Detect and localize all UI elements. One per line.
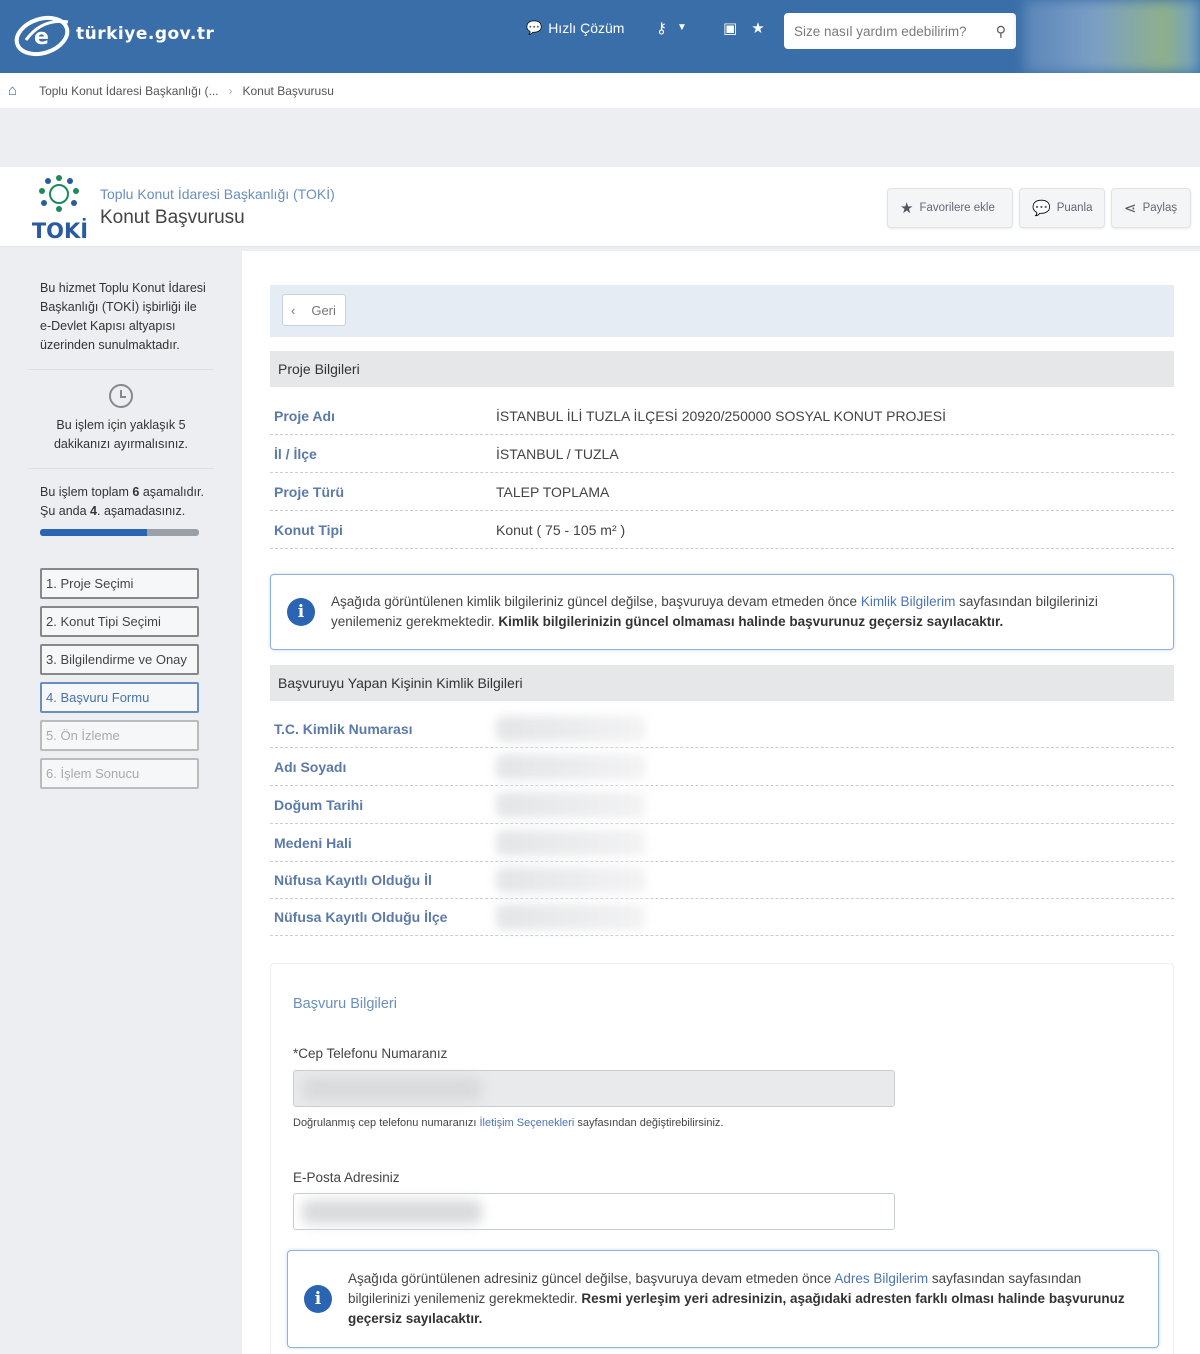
step-4[interactable]: 4. Başvuru Formu: [40, 682, 199, 713]
identity-row: [270, 786, 1174, 824]
hizli-cozum-button[interactable]: [526, 20, 624, 36]
back-label: Geri: [311, 302, 336, 318]
search-icon[interactable]: ⚲: [995, 22, 1006, 39]
share-label: Paylaş: [1142, 202, 1178, 214]
identity-row: [270, 861, 1174, 899]
form-heading: Başvuru Bilgileri: [293, 996, 397, 1012]
email-field[interactable]: [293, 1193, 895, 1230]
step-1[interactable]: 1. Proje Seçimi: [40, 568, 199, 599]
identity-key: Nüfusa Kayıtlı Olduğu İl: [274, 871, 432, 888]
chevron-left-icon: ‹: [291, 302, 296, 318]
step-2[interactable]: 2. Konut Tipi Seçimi: [40, 606, 199, 637]
email-label: E-Posta Adresiniz: [293, 1170, 400, 1185]
project-value: İSTANBUL / TUZLA: [496, 445, 619, 462]
svg-text:e: e: [34, 25, 49, 50]
page-title: Konut Başvurusu: [100, 207, 245, 228]
rate-label: Puanla: [1056, 202, 1093, 214]
header-tools: [723, 19, 765, 37]
redacted-value: [302, 1200, 482, 1224]
add-favorite-button[interactable]: [887, 188, 1013, 228]
info-icon: i: [304, 1285, 332, 1313]
share-icon: ⋖: [1124, 200, 1137, 217]
identity-key: Medeni Hali: [274, 834, 352, 851]
identity-key: Doğum Tarihi: [274, 796, 364, 813]
logo-text: türkiye.gov.tr: [76, 24, 215, 44]
contact-options-link[interactable]: İletişim Seçenekleri: [479, 1117, 575, 1129]
id-card-icon[interactable]: ▣: [723, 20, 738, 37]
identity-info-link[interactable]: Kimlik Bilgilerim: [860, 594, 956, 609]
divider: [28, 468, 214, 469]
project-row-type: [270, 473, 1174, 511]
redacted-value: [496, 830, 646, 856]
phone-field: [293, 1070, 895, 1107]
identity-row: [270, 898, 1174, 936]
phone-label: *Cep Telefonu Numaranız: [293, 1046, 448, 1061]
institution-name[interactable]: Toplu Konut İdaresi Başkanlığı (TOKİ): [100, 186, 335, 202]
breadcrumb-item-institution[interactable]: Toplu Konut İdaresi Başkanlığı (...: [39, 83, 219, 98]
duration-info: Bu işlem için yaklaşık 5 dakikanızı ayırmalısınız.: [53, 418, 189, 451]
project-section-title: Proje Bilgileri: [270, 351, 1174, 387]
clock-icon: [109, 384, 133, 408]
redacted-value: [302, 1077, 482, 1101]
project-value: Konut ( 75 - 105 m² ): [496, 521, 626, 538]
address-alert-text: Aşağıda görüntülenen adresiniz güncel değilse, başvuruya devam etmeden önce Adres Bilgilerim sayfasından sayfasından bilgilerinizi yenilemeniz gerekmektedir. Resmi yerleşim yeri adresinizin, aşağıdaki adresten farklı olması halinde başvurunuz geçersiz sayılacaktır.: [348, 1271, 1125, 1326]
search-box: [784, 13, 1016, 49]
key-icon: ⚷: [656, 20, 667, 37]
redacted-value: [496, 716, 646, 742]
back-button[interactable]: [282, 294, 346, 326]
step-5: 5. Ön İzleme: [40, 720, 199, 751]
service-info-panel: [28, 279, 214, 789]
page-header: [0, 167, 1200, 247]
identity-row: [270, 824, 1174, 862]
step-list: [40, 568, 214, 789]
identity-key: T.C. Kimlik Numarası: [274, 720, 413, 737]
redacted-value: [496, 792, 646, 818]
comment-icon: 💬: [1032, 200, 1051, 217]
project-key: Proje Adı: [274, 407, 335, 424]
identity-alert-text: Aşağıda görüntülenen kimlik bilgileriniz güncel değilse, başvuruya devam etmeden önce Kimlik Bilgilerim sayfasından bilgilerinizi yenilemeniz gerekmektedir. Kimlik bilgilerinizin güncel olmaması halinde başvurunuz geçersiz sayılacaktır.: [331, 594, 1098, 629]
turkiye-gov-logo[interactable]: [12, 10, 222, 60]
sidebar: [0, 251, 238, 1354]
redacted-value: [496, 904, 646, 930]
logo-swirl-icon: [12, 10, 76, 60]
project-row-name: [270, 397, 1174, 435]
stage-progress-bar: [40, 529, 199, 536]
step-3[interactable]: 3. Bilgilendirme ve Onay: [40, 644, 199, 675]
project-row-city: [270, 435, 1174, 473]
breadcrumb: [0, 73, 1200, 108]
service-provider-info: Bu hizmet Toplu Konut İdaresi Başkanlığı (TOKİ) işbirliği ile e-Devlet Kapısı altyapısı üzerinden sunulmaktadır.: [40, 281, 206, 352]
back-bar: [270, 285, 1174, 337]
redacted-value: [496, 867, 646, 893]
user-account-area[interactable]: [1024, 0, 1200, 73]
toki-logo: [28, 175, 92, 243]
rate-button[interactable]: [1019, 188, 1105, 228]
share-button[interactable]: [1111, 188, 1191, 228]
top-header: [0, 0, 1200, 73]
star-icon[interactable]: ★: [751, 20, 765, 37]
identity-section-title: Başvuruyu Yapan Kişinin Kimlik Bilgileri: [270, 665, 1174, 701]
main-content: [242, 251, 1200, 1354]
stage-info: Bu işlem toplam 6 aşamalıdır. Şu anda 4. aşamadasınız.: [40, 485, 204, 518]
breadcrumb-item-current: Konut Başvurusu: [242, 83, 334, 98]
project-value: İSTANBUL İLİ TUZLA İLÇESİ 20920/250000 SOSYAL KONUT PROJESİ: [496, 407, 947, 424]
caret-down-icon: ▼: [677, 22, 687, 33]
stage-progress-fill: [40, 529, 147, 536]
step-6: 6. İşlem Sonucu: [40, 758, 199, 789]
identity-row: [270, 710, 1174, 748]
divider: [28, 369, 214, 370]
phone-help-text: Doğrulanmış cep telefonu numaranızı İletişim Seçenekleri sayfasından değiştirebilirsiniz.: [293, 1117, 724, 1129]
project-value: TALEP TOPLAMA: [496, 483, 610, 500]
toki-emblem-icon: [36, 175, 82, 213]
address-alert: [287, 1250, 1159, 1348]
identity-row: [270, 748, 1174, 786]
address-info-link[interactable]: Adres Bilgilerim: [834, 1271, 929, 1286]
add-favorite-label: Favorilere ekle: [919, 202, 995, 214]
breadcrumb-separator: ›: [228, 83, 233, 98]
hizli-cozum-label: Hızlı Çözüm: [548, 20, 625, 36]
identity-key: Adı Soyadı: [274, 758, 347, 775]
project-key: Proje Türü: [274, 483, 345, 500]
toki-logo-word: TOKİ: [31, 219, 89, 243]
login-dropdown[interactable]: [656, 19, 687, 37]
identity-key: Nüfusa Kayıtlı Olduğu İlçe: [274, 908, 448, 925]
info-icon: i: [287, 598, 315, 626]
chat-bubbles-icon: 💬: [526, 20, 543, 35]
identity-alert: [270, 574, 1174, 650]
star-icon: ★: [900, 200, 914, 217]
project-key: Konut Tipi: [274, 521, 343, 538]
search-input[interactable]: [794, 24, 996, 39]
application-form: [270, 963, 1174, 1354]
home-icon[interactable]: ⌂: [8, 82, 18, 99]
project-key: İl / İlçe: [274, 445, 317, 462]
project-row-housing-type: [270, 511, 1174, 549]
redacted-value: [496, 754, 646, 780]
